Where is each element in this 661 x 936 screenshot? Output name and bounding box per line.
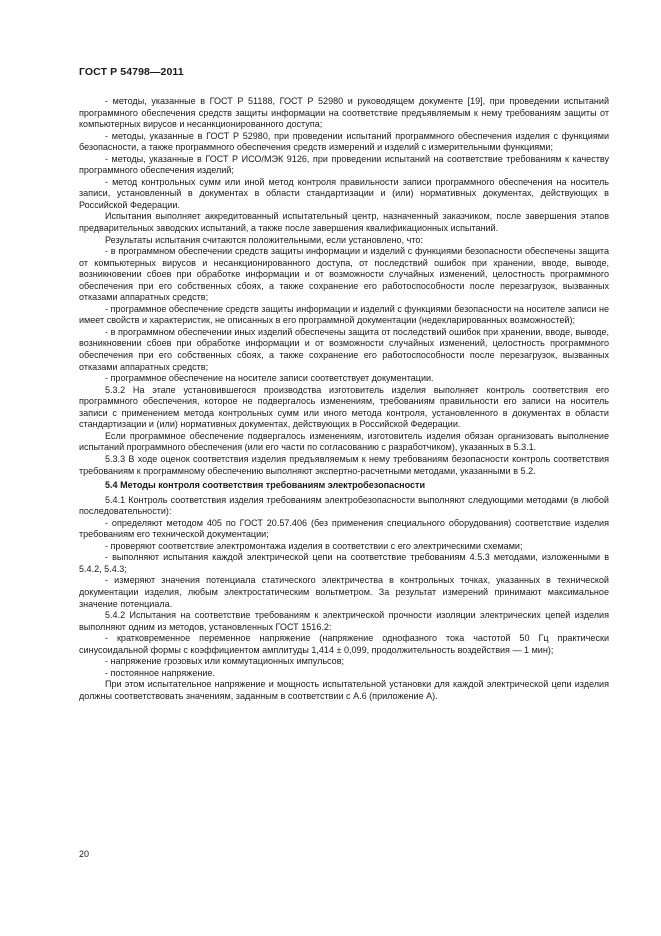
paragraph: - определяют методом 405 по ГОСТ 20.57.406 (без применения специального оборудования) соответствие изделия требованиям его технической документации; (79, 517, 609, 540)
paragraph: Результаты испытания считаются положительными, если установлено, что: (105, 234, 423, 245)
paragraph: - метод контрольных сумм или иной метод контроля правильности записи программного обеспечения на носитель записи, установленный в документах в области стандартизации и (или) нормативных документах, действующих в Российской Федерации. (79, 176, 609, 210)
paragraph: - проверяют соответствие электромонтажа изделия в соответствии с его электрическими схемами; (105, 540, 523, 551)
paragraph: - постоянное напряжение. (105, 667, 215, 678)
paragraph: 5.4.2 Испытания на соответствие требованиям к электрической прочности изоляции электрических цепей изделия выполняют одним из методов, установленных ГОСТ 1516.2: (79, 610, 609, 632)
paragraph: - в программном обеспечении иных изделий обеспечены защита от последствий ошибок при хранении, вводе, выводе, возникновении сбоев при обработке информации и от возможности случайных изменений, целостность программного обеспечения при его собственных сбоях, а также сохранение его работоспособности после перезагрузок, вызванных отказами аппаратных средств; (79, 326, 609, 372)
paragraph: - методы, указанные в ГОСТ Р 52980, при проведении испытаний программного обеспечения изделия с функциями безопасности, а также программного обеспечения средств измерений и изделий с измерительными функциями; (79, 130, 609, 153)
paragraph: 5.4.1 Контроль соответствия изделия требованиям электробезопасности выполняют следующими методами (в любой последовательности): (79, 494, 609, 517)
paragraph: - измеряют значения потенциала статического электричества в контрольных точках, указанных в технической документации изделия, любым электростатическим вольтметром. За результат измерений принимают максимальное значение потенциала. (79, 575, 609, 609)
paragraph: 5.3.3 В ходе оценок соответствия изделия предъявляемым к нему требованиям безопасности контроль соответствия требованиям к программному обеспечению выполняют экспертно-расчетными методами, указанными в 5.2. (79, 453, 609, 476)
paragraph: Испытания выполняет аккредитованный испытательный центр, назначенный заказчиком, после завершения этапов предварительных заводских испытаний, а также после завершения квалификационных испытаний. (79, 211, 609, 234)
paragraph: - выполняют испытания каждой электрической цепи на соответствие требованиям 4.5.3 методами, изложенными в 5.4.2, 5.4.3; (79, 552, 609, 574)
paragraph: - кратковременное переменное напряжение (напряжение однофазного тока частотой 50 Гц практически синусоидальной формы с коэффициентом амплитуды 1,414 ± 0,099, продолжительность воздействия — 1 мин); (79, 633, 609, 655)
paragraph: - методы, указанные в ГОСТ Р ИСО/МЭК 9126, при проведении испытаний на соответствие требованиям к качеству программного обеспечения изделий; (79, 153, 609, 176)
document-body (79, 96, 609, 702)
paragraph: 5.3.2 На этапе установившегося производства изготовитель изделия выполняет контроль соответствия его программного обеспечения, которое не подвергалось изменениям, требованиям правильности его записи на носитель записи с применением метода контрольных сумм или иного метода контроля, установленного в документах в области стандартизации и (или) нормативных документах, действующих в Российской Федерации. (79, 384, 609, 430)
paragraph: - в программном обеспечении средств защиты информации и изделий с функциями безопасности обеспечены защита от компьютерных вирусов и несанкционированного доступа, от последствий ошибок при хранении, вводе, выводе, возникновении сбоев при обработке информации и от возможности случайных изменений, целостность программного обеспечения при его собственных сбоях, а также сохранение его работоспособности после перезагрузок, вызванных отказами аппаратных средств; (79, 246, 609, 303)
page-number: 20 (79, 849, 90, 859)
paragraph: - программное обеспечение средств защиты информации и изделий с функциями безопасности на носителе записи не имеет свойств и характеристик, не описанных в его программной документации (недекларированных возможностей); (79, 303, 609, 326)
paragraph: - напряжение грозовых или коммутационных импульсов; (105, 656, 345, 667)
section-heading: 5.4 Методы контроля соответствия требованиям электробезопасности (105, 480, 426, 491)
paragraph: - методы, указанные в ГОСТ Р 51188, ГОСТ Р 52980 и руководящем документе [19], при проведении испытаний программного обеспечения средств защиты информации на соответствие предъявляемым к нему требованиям защиты от компьютерных вирусов и несанкционированного доступа; (79, 96, 609, 130)
paragraph: - программное обеспечение на носителе записи соответствует документации. (105, 373, 434, 384)
paragraph: При этом испытательное напряжение и мощность испытательной установки для каждой электрической цепи изделия должны соответствовать значениям, заданным в соответствии с А.6 (приложение А). (79, 679, 609, 701)
page-header-title: ГОСТ Р 54798—2011 (79, 66, 184, 78)
paragraph: Если программное обеспечение подвергалось изменениям, изготовитель изделия обязан организовать выполнение испытаний программного обеспечения (или его части по согласованию с разработчиком), указанных в 5.3.1. (79, 430, 609, 453)
